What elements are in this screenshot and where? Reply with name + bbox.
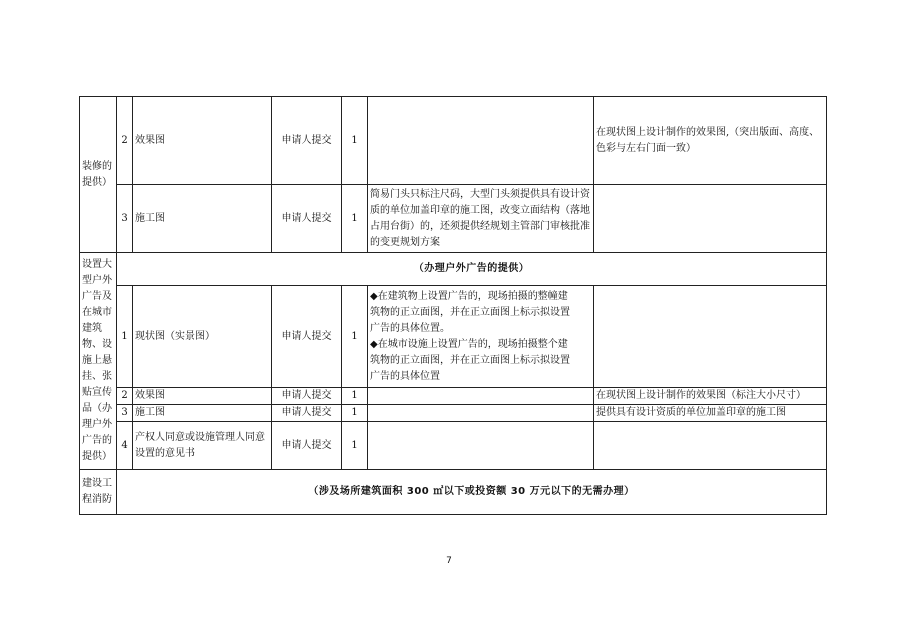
requirement-line: 筑物的正立面图，并在正立面图上标示拟设置 xyxy=(370,354,570,366)
materials-table xyxy=(79,96,827,515)
submitter: 申请人提交 xyxy=(272,97,342,185)
material-name: 施工图 xyxy=(133,185,272,253)
requirement-line: 筑物的正立面图，并在正立面图上标示拟设置 xyxy=(370,306,570,318)
note xyxy=(594,286,827,388)
table-row xyxy=(80,405,827,422)
submitter: 申请人提交 xyxy=(272,405,342,422)
copies: 1 xyxy=(342,388,368,405)
category-cell: 建设工程消防 xyxy=(80,470,117,515)
note xyxy=(594,422,827,470)
category-cell: 设置大型户外广告及在城市建筑物、设施上悬挂、张贴宣传品（办理户外广告的提供） xyxy=(80,253,117,470)
table-row xyxy=(80,253,827,286)
copies: 1 xyxy=(342,185,368,253)
table-row xyxy=(80,470,827,515)
requirement-line: 广告的具体位置。 xyxy=(370,322,450,334)
page-number: 7 xyxy=(446,556,452,566)
submitter: 申请人提交 xyxy=(272,185,342,253)
note xyxy=(594,185,827,253)
requirement-line: ◆在建筑物上设置广告的，现场拍摄的整幢建 xyxy=(370,290,568,302)
row-number: 1 xyxy=(117,286,133,388)
submitter: 申请人提交 xyxy=(272,422,342,470)
material-name: 施工图 xyxy=(133,405,272,422)
table-row xyxy=(80,388,827,405)
section-banner: （涉及场所建筑面积 300 ㎡以下或投资额 30 万元以下的无需办理） xyxy=(117,470,827,515)
note: 提供具有设计资质的单位加盖印章的施工图 xyxy=(594,405,827,422)
note: 在现状图上设计制作的效果图,（突出版面、高度、色彩与左右门面一致） xyxy=(594,97,827,185)
requirement xyxy=(368,388,594,405)
category-cell: 装修的提供） xyxy=(80,97,117,253)
row-number: 2 xyxy=(117,97,133,185)
table-row xyxy=(80,97,827,185)
submitter: 申请人提交 xyxy=(272,388,342,405)
row-number: 2 xyxy=(117,388,133,405)
requirement xyxy=(368,97,594,185)
submitter: 申请人提交 xyxy=(272,286,342,388)
note: 在现状图上设计制作的效果图（标注大小尺寸） xyxy=(594,388,827,405)
copies: 1 xyxy=(342,286,368,388)
row-number: 3 xyxy=(117,185,133,253)
row-number: 3 xyxy=(117,405,133,422)
material-name: 效果图 xyxy=(133,388,272,405)
material-name: 产权人同意或设施管理人同意设置的意见书 xyxy=(133,422,272,470)
requirement xyxy=(368,422,594,470)
material-name: 现状图（实景图） xyxy=(133,286,272,388)
table-row xyxy=(80,286,827,388)
material-name: 效果图 xyxy=(133,97,272,185)
copies: 1 xyxy=(342,422,368,470)
requirement xyxy=(368,286,594,388)
table-row xyxy=(80,422,827,470)
requirement: 简易门头只标注尺码，大型门头须提供具有设计资质的单位加盖印章的施工图，改变立面结构（落地占用台街）的，还须提供经规划主管部门审核批准的变更规划方案 xyxy=(368,185,594,253)
requirement-line: 广告的具体位置 xyxy=(370,370,440,382)
requirement xyxy=(368,405,594,422)
section-banner: （办理户外广告的提供） xyxy=(117,253,827,286)
table-row xyxy=(80,185,827,253)
requirement-line: ◆在城市设施上设置广告的，现场拍摄整个建 xyxy=(370,338,568,350)
copies: 1 xyxy=(342,405,368,422)
copies: 1 xyxy=(342,97,368,185)
row-number: 4 xyxy=(117,422,133,470)
